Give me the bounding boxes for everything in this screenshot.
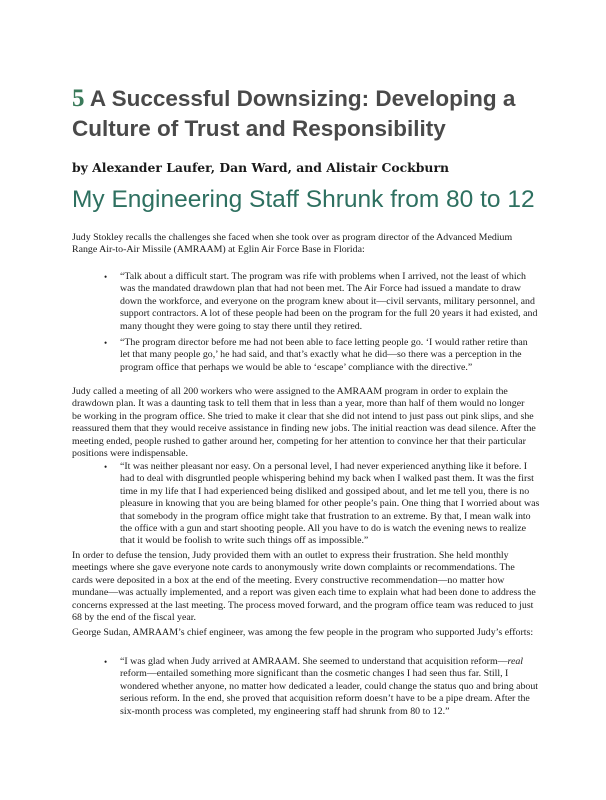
quote-text: “Talk about a difficult start. The program was rife with problems when I arrived, not the least of which was the mandated drawdown plan that had not been met. The Air Force had issued a mandate to draw down the workforce, and everyone on the program knew about it—civil servants, military personnel, and support contractors. A lot of these people had been on the program for the full 20 years it had existed, and many thought they were going to stay there until they retired. — [120, 271, 538, 332]
bullet-icon: • — [104, 462, 108, 472]
quote-text — [120, 656, 540, 718]
bullet-icon: • — [104, 657, 108, 667]
quote-text: “It was neither pleasant nor easy. On a personal level, I had never experienced anything like it before. I had to deal with disgruntled people whispering behind my back when I walked past them. It was the first time in my life that I had experienced being disliked and gossiped about, and let me tell you, there is no pleasure in knowing that you are being blamed for other people’s pain. One thing that I worried about was that somebody in the program office might take that frustration to an extreme. By that, I mean walk into the office with a gun and start shooting people. All you have to do is watch the evening news to realize that it would be foolish to write such things off as impossible.” — [120, 461, 540, 547]
quote-emphasis: real — [507, 656, 524, 667]
chapter-number: 5 — [72, 85, 85, 112]
bullet-icon: • — [104, 272, 108, 282]
body-paragraph: George Sudan, AMRAAM’s chief engineer, was among the few people in the program who supported Judy’s efforts: — [72, 627, 534, 638]
quote-item — [104, 271, 540, 333]
quote-item — [104, 656, 540, 718]
chapter-title-text: A Successful Downsizing: Developing a Culture of Trust and Responsibility — [72, 86, 516, 141]
body-paragraph: Judy called a meeting of all 200 workers who were assigned to the AMRAAM program in order to explain the drawdown plan. It was a daunting task to tell them that in less than a year, more than half of them would no longer be working in the program office. She tried to make it clear that she did not intend to just pass out pink slips, and she reassured them that they would receive assistance in finding new jobs. The initial reaction was dead silence. After the meeting ended, people rushed to gather around her, competing for her attention to convince her that their particular positions were indispensable. — [72, 386, 536, 460]
section-heading: My Engineering Staff Shrunk from 80 to 12 — [72, 186, 535, 213]
quote-text: “The program director before me had not been able to face letting people go. ‘I would rather retire than let that many people go,’ he had said, and that’s exactly what he did—so there was a perception in the program office that perhaps we would be able to ‘escape’ compliance with the directive.” — [120, 337, 528, 373]
body-paragraph: In order to defuse the tension, Judy provided them with an outlet to express their frustration. She held monthly meetings where she gave everyone note cards to anonymously write down complaints or recommendations. The cards were deposited in a box at the end of the meeting. Every constructive recommendation—no matter how mundane—was actually implemented, and a report was given each time to explain what had been done to address the concerns expressed at the last meeting. The process moved forward, and the program office team was reduced to just 68 by the end of the fiscal year. — [72, 550, 536, 624]
quote-item — [104, 337, 540, 374]
quote-text-start: “I was glad when Judy arrived at AMRAAM. She seemed to understand that acquisition reform— — [120, 656, 508, 667]
quote-text-end: reform—entailed something more significant than the cosmetic changes I had seen thus far. Still, I wondered whether anyone, no matter how dedicated a leader, could change the status quo and bring about serious reform. In the end, she proved that acquisition reform doesn’t have to be a pipe dream. After the six-month process was completed, my engineering staff had shrunk from 80 to 12.” — [120, 668, 539, 717]
byline: by Alexander Laufer, Dan Ward, and Alistair Cockburn — [72, 160, 449, 175]
chapter-title — [72, 84, 552, 144]
quote-item — [104, 461, 540, 548]
bullet-icon: • — [104, 338, 108, 348]
intro-paragraph: Judy Stokley recalls the challenges she faced when she took over as program director of the Advanced Medium Range Air-to-Air Missile (AMRAAM) at Eglin Air Force Base in Florida: — [72, 232, 513, 256]
